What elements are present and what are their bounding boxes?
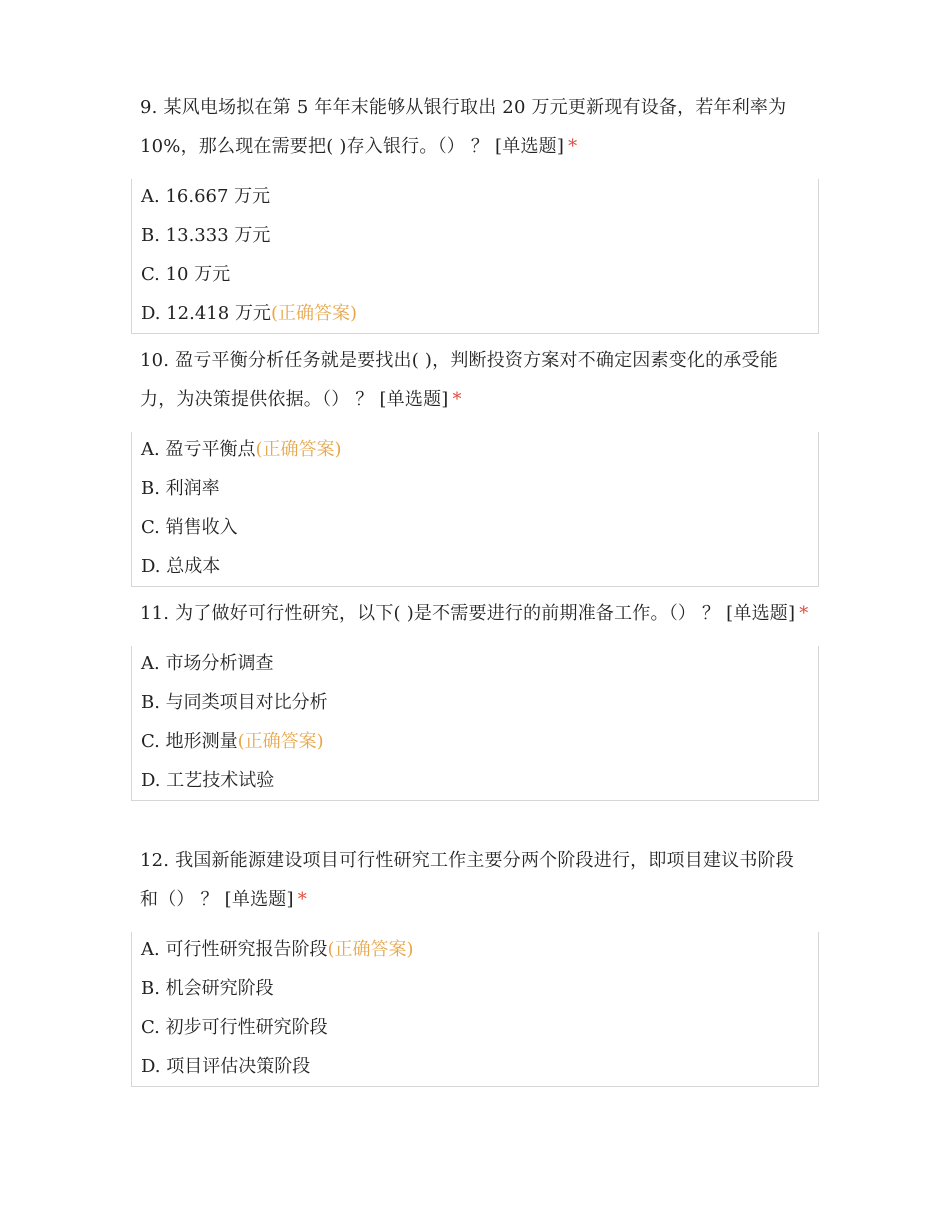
option-label: B. 机会研究阶段 — [141, 978, 274, 999]
option-label: C. 销售收入 — [141, 517, 238, 538]
question-prompt: 10. 盈亏平衡分析任务就是要找出( )，判断投资方案对不确定因素变化的承受能力，为决策提供依据。（） ？ [单选题] — [140, 350, 778, 410]
question-text — [131, 594, 819, 633]
correct-answer-marker: (正确答案) — [327, 939, 414, 960]
question-11 — [131, 594, 819, 801]
option-a[interactable] — [132, 646, 818, 683]
option-c[interactable] — [132, 508, 818, 547]
option-c[interactable] — [132, 1008, 818, 1047]
option-b[interactable] — [132, 469, 818, 508]
question-9 — [131, 88, 819, 334]
option-label: B. 13.333 万元 — [141, 225, 271, 246]
option-label: B. 与同类项目对比分析 — [141, 692, 328, 713]
required-asterisk: * — [452, 389, 462, 410]
option-label: A. 可行性研究报告阶段 — [141, 939, 328, 960]
correct-answer-marker: (正确答案) — [237, 731, 324, 752]
question-12 — [131, 841, 819, 1087]
option-label: D. 12.418 万元 — [141, 303, 271, 324]
option-label: A. 16.667 万元 — [141, 186, 271, 207]
correct-answer-marker: (正确答案) — [270, 303, 357, 324]
question-prompt: 11. 为了做好可行性研究，以下( )是不需要进行的前期准备工作。（） ？ [单选题] — [140, 603, 796, 624]
option-label: C. 初步可行性研究阶段 — [141, 1017, 328, 1038]
option-d[interactable] — [132, 294, 818, 333]
option-label: A. 盈亏平衡点 — [141, 439, 256, 460]
options-box — [131, 646, 819, 801]
option-b[interactable] — [132, 969, 818, 1008]
question-10 — [131, 341, 819, 587]
question-text — [131, 341, 819, 419]
options-box — [131, 432, 819, 587]
option-label: C. 地形测量 — [141, 731, 238, 752]
required-asterisk: * — [799, 603, 809, 624]
option-label: D. 工艺技术试验 — [141, 770, 275, 791]
option-a[interactable] — [132, 932, 818, 969]
option-c[interactable] — [132, 722, 818, 761]
correct-answer-marker: (正确答案) — [255, 439, 342, 460]
options-box — [131, 932, 819, 1087]
options-box — [131, 179, 819, 334]
option-label: D. 项目评估决策阶段 — [141, 1056, 311, 1077]
option-label: D. 总成本 — [141, 556, 221, 577]
option-label: B. 利润率 — [141, 478, 220, 499]
option-d[interactable] — [132, 761, 818, 800]
option-a[interactable] — [132, 179, 818, 216]
question-prompt: 9. 某风电场拟在第 5 年年末能够从银行取出 20 万元更新现有设备，若年利率为 10%，那么现在需要把( )存入银行。（） ？ [单选题] — [140, 97, 787, 157]
required-asterisk: * — [568, 136, 578, 157]
question-prompt: 12. 我国新能源建设项目可行性研究工作主要分两个阶段进行，即项目建议书阶段和（） ？ [单选题] — [140, 850, 794, 910]
option-b[interactable] — [132, 683, 818, 722]
option-c[interactable] — [132, 255, 818, 294]
option-d[interactable] — [132, 1047, 818, 1086]
question-text — [131, 88, 819, 166]
question-text — [131, 841, 819, 919]
option-label: C. 10 万元 — [141, 264, 231, 285]
option-b[interactable] — [132, 216, 818, 255]
option-label: A. 市场分析调查 — [141, 653, 274, 674]
option-a[interactable] — [132, 432, 818, 469]
option-d[interactable] — [132, 547, 818, 586]
required-asterisk: * — [297, 889, 307, 910]
